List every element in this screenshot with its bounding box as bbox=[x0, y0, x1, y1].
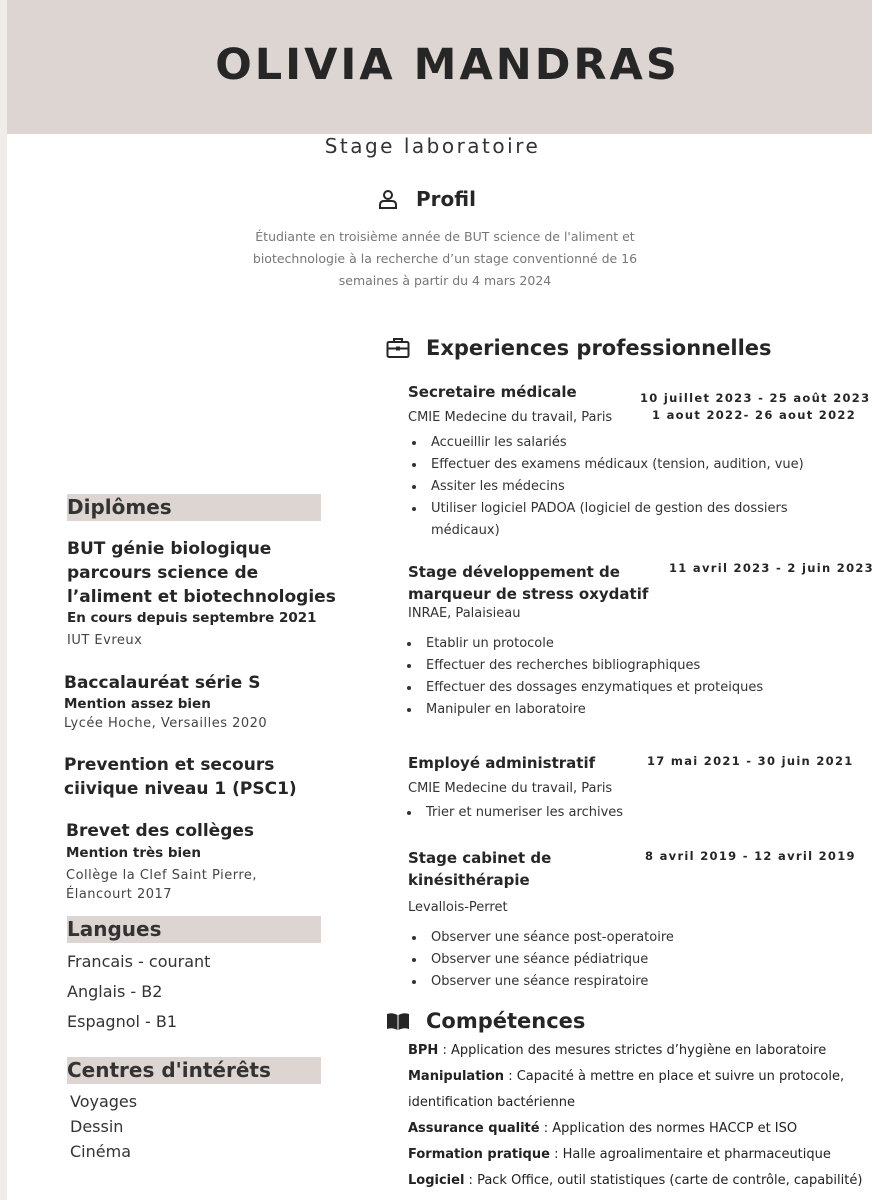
experiences-title: Experiences professionnelles bbox=[426, 336, 772, 360]
skill-label: Assurance qualité bbox=[408, 1121, 540, 1136]
language-item: Francais - courant bbox=[67, 952, 211, 971]
job-title: Employé administratif bbox=[408, 754, 596, 772]
skill-text: : Application des mesures strictes d’hygiène en laboratoire bbox=[438, 1043, 827, 1058]
job-date: 10 juillet 2023 - 25 août 2023 bbox=[640, 391, 871, 405]
job-title bbox=[408, 847, 551, 891]
skill-item bbox=[408, 1142, 868, 1168]
degree-mention: Mention très bien bbox=[66, 845, 201, 861]
skill-label: BPH bbox=[408, 1043, 439, 1058]
job-organization: Levallois-Perret bbox=[408, 900, 508, 915]
langues-heading: Langues bbox=[67, 916, 321, 943]
degree-title-line: ciivique niveau 1 (PSC1) bbox=[64, 779, 297, 799]
degree-title: Baccalauréat série S bbox=[64, 673, 261, 693]
experiences-heading bbox=[386, 336, 772, 360]
job-organization: CMIE Medecine du travail, Paris bbox=[408, 781, 613, 796]
job-target-subtitle: Stage laboratoire bbox=[324, 134, 541, 158]
list-item: Effectuer des examens médicaux (tension, audition, vue) bbox=[409, 454, 819, 476]
job-date: 8 avril 2019 - 12 avril 2019 bbox=[645, 849, 856, 863]
job-title-line: marqueur de stress oxydatif bbox=[408, 585, 649, 603]
job-title-line: Stage développement de bbox=[408, 563, 620, 581]
degree-school: Lycée Hoche, Versailles 2020 bbox=[64, 716, 268, 731]
language-item: Espagnol - B1 bbox=[67, 1012, 178, 1031]
job-tasks bbox=[409, 432, 819, 542]
job-tasks bbox=[409, 927, 829, 993]
competences-title: Compétences bbox=[426, 1009, 586, 1033]
degree-title: Brevet des collèges bbox=[66, 821, 255, 841]
skill-text: : Capacité à mettre en place et suivre un protocole, identification bactérienne bbox=[408, 1069, 845, 1110]
job-date: 17 mai 2021 - 30 juin 2021 bbox=[647, 754, 854, 768]
degree-school: IUT Evreux bbox=[67, 633, 143, 648]
skill-label: Formation pratique bbox=[408, 1147, 550, 1162]
interest-item: Cinéma bbox=[70, 1142, 131, 1161]
language-item: Anglais - B2 bbox=[67, 982, 163, 1001]
list-item: Effectuer des dossages enzymatiques et proteiques bbox=[404, 677, 824, 699]
skill-text: : Application des normes HACCP et ISO bbox=[539, 1121, 798, 1136]
list-item: Observer une séance respiratoire bbox=[409, 971, 829, 993]
degree-title-line: l’aliment et biotechnologies bbox=[67, 587, 336, 607]
skill-text: : Pack Office, outil statistiques (carte de contrôle, capabilité) bbox=[464, 1173, 863, 1188]
job-tasks bbox=[404, 633, 824, 721]
skill-item bbox=[408, 1038, 868, 1064]
list-item: Observer une séance post-operatoire bbox=[409, 927, 829, 949]
interets-heading: Centres d'intérêts bbox=[67, 1057, 321, 1084]
book-icon bbox=[386, 1011, 410, 1031]
degree-title-line: parcours science de bbox=[67, 563, 259, 583]
list-item: Accueillir les salariés bbox=[409, 432, 819, 454]
briefcase-icon bbox=[386, 337, 410, 359]
degree-title bbox=[64, 753, 297, 801]
diplomes-heading: Diplômes bbox=[67, 494, 321, 521]
job-organization: CMIE Medecine du travail, Paris bbox=[408, 410, 613, 425]
skill-label: Manipulation bbox=[408, 1069, 505, 1084]
skill-item bbox=[408, 1064, 868, 1116]
list-item: Trier et numeriser les archives bbox=[404, 802, 824, 824]
competences-heading bbox=[386, 1009, 585, 1033]
job-title bbox=[408, 561, 648, 605]
skill-label: Logiciel bbox=[408, 1173, 465, 1188]
skill-item bbox=[408, 1168, 868, 1194]
degree-school bbox=[66, 866, 257, 904]
list-item: Assiter les médecins bbox=[409, 476, 819, 498]
job-organization: INRAE, Palaisieau bbox=[408, 606, 521, 621]
job-date: 1 aout 2022- 26 aout 2022 bbox=[652, 408, 857, 422]
job-title-line: Stage cabinet de bbox=[408, 849, 552, 867]
job-title-line: kinésithérapie bbox=[408, 871, 530, 889]
degree-school-line: Collège la Clef Saint Pierre, bbox=[66, 868, 258, 883]
list-item: Utiliser logiciel PADOA (logiciel de gestion des dossiers médicaux) bbox=[409, 498, 819, 542]
user-icon bbox=[378, 189, 398, 209]
degree-title bbox=[67, 537, 336, 609]
degree-mention: Mention assez bien bbox=[64, 696, 211, 712]
profil-title: Profil bbox=[416, 187, 476, 211]
job-title: Secretaire médicale bbox=[408, 383, 577, 401]
interest-item: Voyages bbox=[70, 1092, 138, 1111]
list-item: Effectuer des recherches bibliographiques bbox=[404, 655, 824, 677]
interest-item: Dessin bbox=[70, 1117, 124, 1136]
list-item: Manipuler en laboratoire bbox=[404, 699, 824, 721]
skill-item bbox=[408, 1116, 868, 1142]
page-edge bbox=[0, 0, 7, 1200]
skill-text: : Halle agroalimentaire et pharmaceutique bbox=[549, 1147, 831, 1162]
degree-title-line: BUT génie biologique bbox=[67, 539, 272, 559]
degree-school-line: Élancourt 2017 bbox=[66, 887, 173, 902]
profil-line: semaines à partir du 4 mars 2024 bbox=[338, 273, 552, 288]
profil-line: biotechnologie à la recherche d’un stage conventionné de 16 bbox=[252, 251, 638, 266]
job-tasks bbox=[404, 802, 824, 824]
profil-line: Étudiante en troisième année de BUT science de l'aliment et bbox=[255, 229, 635, 244]
profil-summary bbox=[210, 226, 680, 292]
candidate-name: OLIVIA MANDRAS bbox=[215, 40, 680, 90]
list-item: Etablir un protocole bbox=[404, 633, 824, 655]
job-date: 11 avril 2023 - 2 juin 2023 bbox=[669, 561, 874, 575]
degree-title-line: Prevention et secours bbox=[64, 755, 275, 775]
degree-status: En cours depuis septembre 2021 bbox=[67, 610, 317, 626]
profil-heading bbox=[378, 186, 476, 212]
list-item: Observer une séance pédiatrique bbox=[409, 949, 829, 971]
